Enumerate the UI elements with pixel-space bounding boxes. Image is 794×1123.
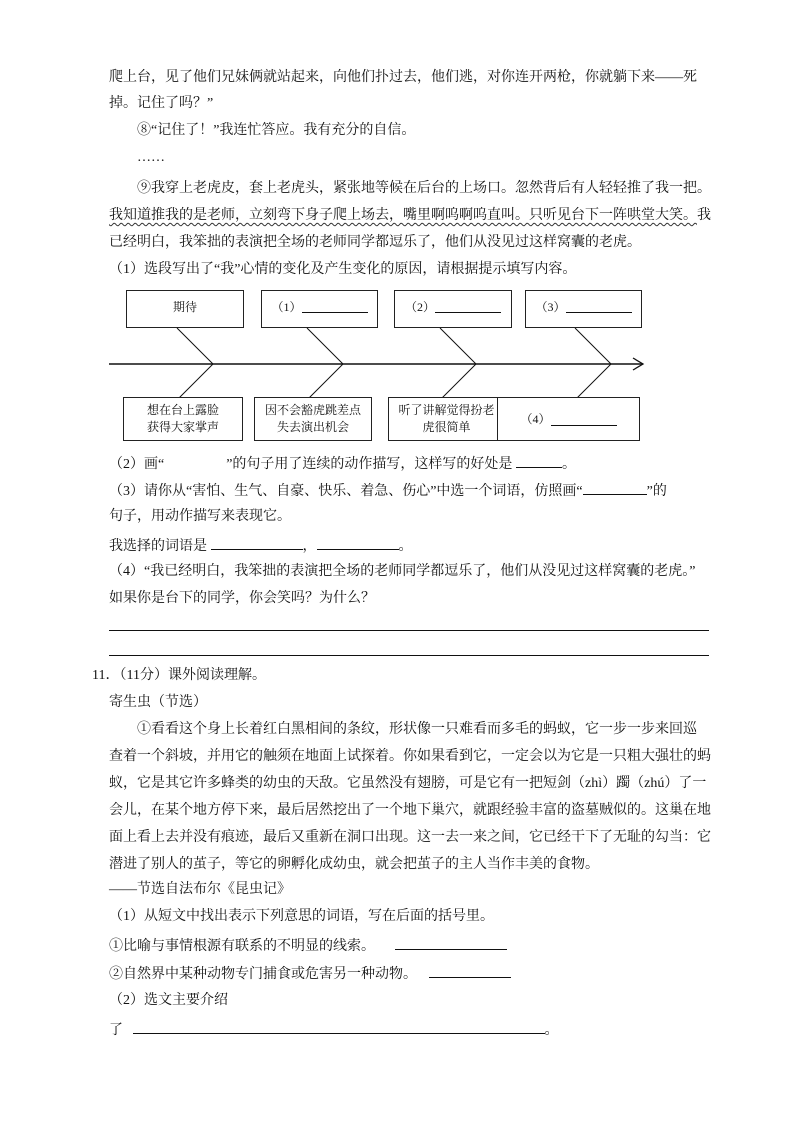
question-3-answer [109, 536, 413, 556]
text: ”的句子用了连续的动作描写，这样写的好处是 [226, 457, 513, 472]
wavy-underlined-sentence: 我知道推我的是老师，立刻弯下身子爬上场去，嘴里啊呜啊呜直叫。只听见台下一阵哄堂大笑。 [109, 208, 697, 223]
diagram-box-expectation [126, 290, 244, 328]
box-label: （3） [535, 300, 566, 314]
answer-blank[interactable] [551, 412, 617, 426]
text: 我选择的词语是 [109, 539, 207, 554]
diagram-box-reason-2 [254, 397, 372, 441]
question-2 [109, 454, 576, 474]
passage-line: 爬上台，见了他们兄妹俩就站起来，向他们扑过去，他们逃，对你连开两枪，你就躺下来——死 [109, 70, 697, 85]
question-3 [109, 481, 667, 501]
box-label: 虎很简单 [422, 420, 471, 434]
answer-blank[interactable] [435, 299, 501, 313]
box-label: 期待 [172, 300, 197, 314]
box-label: 听了讲解觉得扮老 [398, 403, 495, 417]
question-1-prompt: （1）选段写出了“我”心情的变化及产生变化的原因，请根据提示填写内容。 [109, 262, 577, 277]
question-3-line: 句子，用动作描写来表现它。 [109, 509, 291, 524]
text: （3）请你从“害怕、生气、自豪、快乐、着急、伤心”中选一个词语，仿照画“ [109, 484, 583, 499]
answer-blank[interactable] [395, 936, 507, 950]
text: 了 [109, 1023, 123, 1038]
text: ”的 [646, 484, 667, 499]
article-line: ①看看这个身上长着红白黑相间的条纹，形状像一只难看而多毛的蚂蚁，它一步一步来回巡 [137, 722, 697, 737]
text: 。 [544, 1023, 559, 1038]
article-line: 会儿，在某个地方停下来，最后居然挖出了一个地下巢穴，就跟经验丰富的盗墓贼似的。这巢在地 [109, 803, 711, 818]
box-label: 因不会豁虎跳差点 [264, 403, 361, 417]
article-line: 面上看上去并没有痕迹，最后又重新在洞口出现。这一去一来之间，它已经干下了无耻的勾当：它 [109, 830, 711, 845]
diagram-box-blank-2 [394, 290, 512, 328]
sub-question-1: （1）从短文中找出表示下列意思的词语，写在后面的括号里。 [109, 909, 494, 924]
answer-line[interactable] [109, 655, 709, 656]
article-line: 潜进了别人的茧子，等它的卵孵化成幼虫，就会把茧子的主人当作丰美的食物。 [109, 857, 599, 872]
passage-line: 掉。记住了吗？” [109, 96, 214, 111]
wavy-line-mark [164, 456, 226, 474]
fishbone-diagram-lines [0, 0, 794, 460]
paragraph-9-line: ⑨我穿上老虎皮，套上老虎头，紧张地等候在后台的上场口。忽然背后有人轻轻推了我一把。 [137, 181, 711, 196]
text: ， [302, 539, 317, 554]
sub-question-2: （2）选文主要介绍 [109, 993, 228, 1008]
diagram-box-blank-4 [497, 397, 640, 441]
sub-question-1-item-1 [109, 936, 507, 956]
diagram-box-blank-1 [261, 290, 378, 328]
box-label: （1） [271, 300, 302, 314]
answer-blank-word[interactable] [211, 536, 303, 550]
sub-question-2-answer [109, 1020, 559, 1040]
box-label: （4） [520, 411, 551, 426]
question-11-heading: 11．（11分）课外阅读理解。 [92, 668, 266, 683]
text: 。 [398, 539, 413, 554]
diagram-box-reason-1 [123, 397, 243, 441]
text: （2）画“ [109, 457, 165, 472]
box-label: 想在台上露脸 [146, 403, 219, 417]
text: ②自然界中某种动物专门捕食或危害另一种动物。 [109, 967, 417, 982]
answer-blank[interactable] [429, 964, 511, 978]
paragraph-9-line: 已经明白，我笨拙的表演把全场的老师同学都逗乐了，他们从没见过这样窝囊的老虎。 [109, 235, 641, 250]
text: 我 [697, 208, 711, 223]
box-label: 获得大家掌声 [146, 420, 219, 434]
article-line: 查着一个斜坡，并用它的触须在地面上试探着。你如果看到它，一定会以为它是一只粗大强壮的蚂 [109, 749, 711, 764]
diagram-box-reason-3 [388, 397, 505, 441]
question-4-line: 如果你是台下的同学，你会笑吗？为什么？ [109, 591, 375, 606]
box-label: 失去演出机会 [276, 420, 349, 434]
answer-blank-sentence[interactable] [317, 536, 399, 550]
sub-question-1-item-2 [109, 964, 511, 984]
text: ①比喻与事情根源有联系的不明显的线索。 [109, 939, 375, 954]
straight-line-mark [583, 481, 647, 495]
answer-blank[interactable] [133, 1020, 545, 1034]
article-title: 寄生虫（节选） [109, 695, 207, 710]
answer-blank[interactable] [302, 299, 368, 313]
article-source: ——节选自法布尔《昆虫记》 [109, 882, 291, 897]
answer-blank[interactable] [516, 454, 562, 468]
diagram-box-blank-3 [525, 290, 642, 328]
answer-blank[interactable] [566, 299, 632, 313]
text: 。 [561, 457, 576, 472]
ellipsis: …… [137, 150, 165, 165]
question-4: （4）“我已经明白，我笨拙的表演把全场的老师同学都逗乐了，他们从没见过这样窝囊的老虎。” [109, 564, 696, 579]
answer-line[interactable] [109, 630, 709, 631]
article-line: 蚁，它是其它许多蜂类的幼虫的天敌。它虽然没有翅膀，可是它有一把短剑（zhì）躅（zhú）了一 [109, 776, 707, 791]
box-label: （2） [404, 300, 435, 314]
paragraph-8: ⑧“记住了！”我连忙答应。我有充分的自信。 [137, 123, 416, 138]
